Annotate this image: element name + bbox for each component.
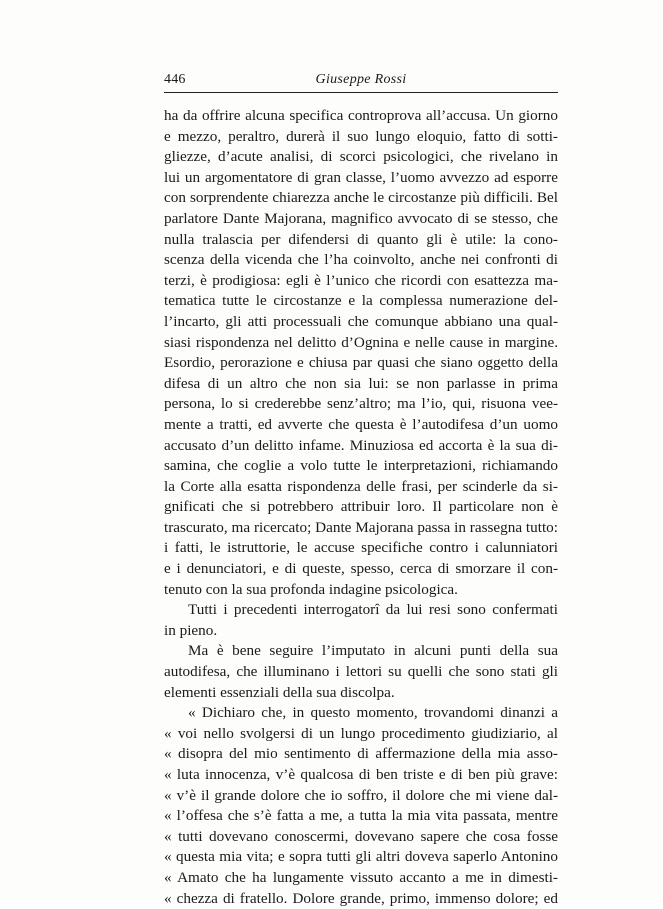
text-line: « v’è il grande dolore che io soffro, il dolore che mi viene dal-: [164, 786, 558, 804]
text-line: i fatti, le istruttorie, le accuse specifiche contro i calunniatori: [164, 539, 558, 557]
text-line: « Amato che ha lungamente vissuto accanto a me in dimesti-: [164, 868, 558, 886]
text-line: mente a tratti, ed avverte che questa è l’autodifesa d’un uomo: [164, 415, 558, 433]
text-line: « questa mia vita; e sopra tutti gli altri doveva saperlo Antonino: [164, 848, 558, 866]
text-line: siasi rispondenza nel delitto d’Ognina e nelle cause in margine.: [164, 333, 558, 351]
text-line: in pieno.: [164, 621, 218, 639]
text-line: « tutti dovevano conoscermi, dovevano sapere che cosa fosse: [164, 827, 558, 845]
text-line: la Corte alla esatta rispondenza delle frasi, per scinderle da si-: [164, 477, 558, 495]
text-line: samina, che coglie a volo tutte le interpretazioni, richiamando: [164, 457, 558, 475]
text-line: « Dichiaro che, in questo momento, trovandomi dinanzi a: [188, 704, 558, 722]
text-line: « disopra del mio sentimento di affermazione della mia asso-: [164, 745, 558, 763]
body-text: [164, 106, 558, 909]
text-line: parlatore Dante Majorana, magnifico avvocato di se stesso, che: [164, 209, 558, 227]
text-line: Ma è bene seguire l’imputato in alcuni punti della sua: [188, 642, 558, 660]
text-line: « voi nello svolgersi di un lungo procedimento giudiziario, al: [164, 724, 558, 742]
text-line: gliezze, d’acute analisi, di scorci psicologici, che rivelano in: [164, 148, 558, 166]
text-line: gnificati che si potrebbero attribuir loro. Il particolare non è: [164, 498, 558, 516]
page-number: 446: [164, 72, 186, 87]
text-line: autodifesa, che illuminano i lettori su quelli che sono stati gli: [164, 663, 558, 681]
text-line: scenza della vicenda che l’ha coinvolto, anche nei confronti di: [164, 251, 558, 269]
text-line: trascurato, ma ricercato; Dante Majorana passa in rassegna tutto:: [164, 518, 558, 536]
text-line: « luta innocenza, v’è qualcosa di ben triste e di ben più grave:: [164, 766, 558, 783]
text-line: tematica tutte le circostanze e la complessa numerazione del-: [164, 292, 558, 310]
text-line: e i denunciatori, e di queste, spesso, cerca di smorzare il con-: [164, 560, 558, 578]
text-line: ha da offrire alcuna specifica controprova all’accusa. Un giorno: [164, 107, 558, 124]
text-line: Tutti i precedenti interrogatorî da lui resi sono confermati: [188, 601, 558, 619]
text-line: « l’offesa che s’è fatta a me, a tutta la mia vita passata, mentre: [164, 807, 558, 825]
text-line: nulla tralascia per difendersi di quanto gli è utile: la cono-: [164, 230, 558, 248]
text-line: Esordio, perorazione e chiusa par quasi che siano oggetto della: [164, 354, 558, 372]
text-line: e mezzo, peraltro, durerà il suo lungo eloquio, fatto di sotti-: [164, 127, 558, 145]
text-line: l’incarto, gli atti processuali che comunque abbiano una qual-: [164, 312, 558, 330]
text-line: terzi, è prodigiosa: egli è l’unico che ricordi con esattezza ma-: [164, 271, 558, 289]
text-line: elementi essenziali della sua discolpa.: [164, 683, 395, 701]
text-line: con sorprendente chiarezza anche le circostanze più difficili. Bel: [164, 189, 558, 207]
running-head: Giuseppe Rossi: [315, 72, 407, 87]
page-header: [164, 72, 558, 93]
text-line: tenuto con la sua profonda indagine psicologica.: [164, 580, 458, 598]
text-line: persona, lo si crederebbe senz’altro; ma l’io, qui, risuona vee-: [164, 395, 558, 413]
text-line: « chezza di fratello. Dolore grande, primo, immenso dolore; ed: [164, 889, 558, 907]
text-line: accusato d’un delitto infame. Minuziosa ed accorta è la sua di-: [164, 436, 558, 454]
text-line: difesa di un altro che non sia lui: se non parlasse in prima: [164, 374, 558, 392]
text-line: lui un argomentatore di gran classe, l’uomo avvezzo ad esporre: [164, 168, 558, 186]
